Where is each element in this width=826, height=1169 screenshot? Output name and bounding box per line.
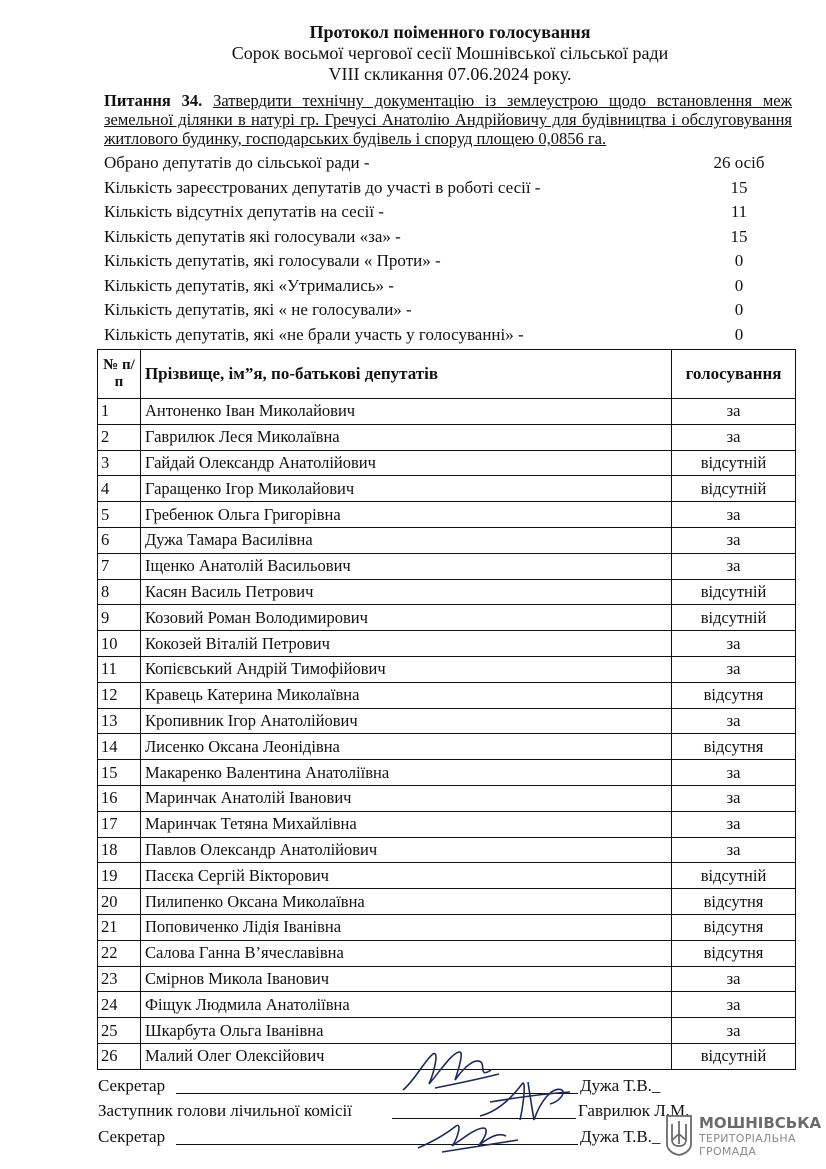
stat-label: Кількість депутатів які голосували «за» - — [104, 226, 401, 246]
vote-result: за — [672, 1018, 796, 1044]
table-row — [98, 450, 796, 476]
question-label: Питання 34. — [104, 91, 203, 110]
row-number: 23 — [98, 966, 141, 992]
row-number: 10 — [98, 631, 141, 657]
table-row — [98, 914, 796, 940]
table-row — [98, 734, 796, 760]
stat-value: 0 — [734, 251, 744, 270]
row-number: 6 — [98, 527, 141, 553]
table-row — [98, 940, 796, 966]
row-number: 20 — [98, 889, 141, 915]
stat-label: Кількість відсутніх депутатів на сесії - — [104, 202, 384, 221]
deputy-name: Маринчак Анатолій Іванович — [140, 785, 671, 811]
deputy-name: Фіщук Людмила Анатоліївна — [140, 992, 671, 1018]
deputy-name: Павлов Олександр Анатолійович — [140, 837, 671, 863]
deputy-name: Антоненко Іван Миколайович — [140, 399, 671, 425]
row-number: 1 — [98, 399, 141, 425]
row-number: 26 — [98, 1043, 141, 1069]
deputy-name: Козовий Роман Володимирович — [140, 605, 671, 631]
stat-value: 15 — [730, 226, 748, 246]
row-number: 18 — [98, 837, 141, 863]
vote-result: відсутній — [672, 579, 796, 605]
stat-value: 0 — [734, 300, 744, 319]
table-row — [98, 424, 796, 450]
deputy-name: Дужа Тамара Василівна — [140, 527, 671, 553]
signatory-name: Дужа Т.В._ — [580, 1076, 661, 1095]
vote-result: відсутній — [672, 605, 796, 631]
vote-result: за — [672, 502, 796, 528]
row-number: 24 — [98, 992, 141, 1018]
vote-result: відсутній — [672, 476, 796, 502]
stat-label: Кількість депутатів, які «Утримались» - — [104, 275, 394, 295]
row-number: 21 — [98, 914, 141, 940]
stat-value: 11 — [730, 202, 748, 221]
deputy-name: Гаращенко Ігор Миколайович — [140, 476, 671, 502]
row-number: 12 — [98, 682, 141, 708]
stat-row — [104, 250, 794, 275]
deputy-name: Малий Олег Олексійович — [140, 1043, 671, 1069]
deputy-name: Гаврилюк Леся Миколаївна — [140, 424, 671, 450]
deputy-name: Копієвський Андрій Тимофійович — [140, 656, 671, 682]
row-number: 25 — [98, 1018, 141, 1044]
vote-result: відсутня — [672, 682, 796, 708]
stat-label: Кількість депутатів, які « не голосували» - — [104, 300, 412, 319]
row-number: 3 — [98, 450, 141, 476]
deputy-name: Смірнов Микола Іванович — [140, 966, 671, 992]
row-number: 16 — [98, 785, 141, 811]
table-row — [98, 992, 796, 1018]
stat-row — [104, 201, 794, 226]
vote-result: за — [672, 399, 796, 425]
vote-result: відсутня — [672, 889, 796, 915]
table-row — [98, 682, 796, 708]
row-number: 8 — [98, 579, 141, 605]
signatory-role: Секретар — [98, 1127, 166, 1146]
deputy-name: Пилипенко Оксана Миколаївна — [140, 889, 671, 915]
vote-result: за — [672, 966, 796, 992]
vote-result: за — [672, 811, 796, 837]
stat-value: 0 — [734, 275, 744, 295]
vote-result: за — [672, 837, 796, 863]
trident-icon — [665, 1114, 693, 1156]
column-header-number-label: № п/п — [103, 357, 135, 390]
row-number: 11 — [98, 656, 141, 682]
table-row — [98, 785, 796, 811]
question-text: Затвердити технічну документацію із землеустрою щодо встановлення меж земельної ділянки в натурі гр. Гречусі Анатолію Андрійовичу для будівництва і обслуговування житлового будинку, господарських будівель і споруд площею 0,0856 га. — [104, 91, 793, 148]
stat-label: Кількість зареєстрованих депутатів до участі в роботі сесії - — [104, 177, 541, 197]
vote-result: за — [672, 760, 796, 786]
signatory-role: Секретар — [98, 1076, 166, 1095]
column-header-name: Прізвище, ім”я, по-батькові депутатів — [140, 350, 671, 399]
stat-label: Кількість депутатів, які голосували « Проти» - — [104, 251, 441, 270]
table-row — [98, 631, 796, 657]
deputy-name: Макаренко Валентина Анатоліївна — [140, 760, 671, 786]
row-number: 14 — [98, 734, 141, 760]
vote-result: за — [672, 785, 796, 811]
table-row — [98, 708, 796, 734]
vote-result: відсутня — [672, 940, 796, 966]
vote-result: за — [672, 656, 796, 682]
question-block — [104, 91, 792, 148]
table-row — [98, 553, 796, 579]
row-number: 15 — [98, 760, 141, 786]
stat-row — [104, 152, 794, 177]
column-header-vote: голосування — [672, 350, 796, 399]
column-header-number — [98, 350, 141, 399]
table-row — [98, 399, 796, 425]
deputy-name: Кравець Катерина Миколаївна — [140, 682, 671, 708]
deputy-name: Шкарбута Ольга Іванівна — [140, 1018, 671, 1044]
deputy-name: Кропивник Ігор Анатолійович — [140, 708, 671, 734]
table-row — [98, 760, 796, 786]
row-number: 19 — [98, 863, 141, 889]
roll-call-table — [97, 349, 796, 1070]
stat-row — [104, 324, 794, 349]
deputy-name: Пасєка Сергій Вікторович — [140, 863, 671, 889]
deputy-name: Поповиченко Лідія Іванівна — [140, 914, 671, 940]
vote-result: відсутній — [672, 450, 796, 476]
vote-statistics — [104, 152, 794, 348]
row-number: 4 — [98, 476, 141, 502]
table-row — [98, 527, 796, 553]
row-number: 22 — [98, 940, 141, 966]
vote-result: відсутній — [672, 863, 796, 889]
table-row — [98, 579, 796, 605]
logo-text-name: МОШНІВСЬКА — [699, 1114, 822, 1132]
handwritten-signature-3 — [412, 1112, 522, 1158]
row-number: 13 — [98, 708, 141, 734]
stat-value: 15 — [730, 177, 748, 197]
signatory-name: Дужа Т.В._ — [580, 1127, 661, 1146]
document-title: Протокол поіменного голосування — [309, 22, 591, 42]
table-row — [98, 502, 796, 528]
vote-result: за — [672, 527, 796, 553]
vote-result: за — [672, 553, 796, 579]
table-row — [98, 656, 796, 682]
stat-row — [104, 226, 794, 251]
deputy-name: Гребенюк Ольга Григорівна — [140, 502, 671, 528]
deputy-name: Маринчак Тетяна Михайлівна — [140, 811, 671, 837]
vote-result: відсутня — [672, 914, 796, 940]
deputy-name: Кокозей Віталій Петрович — [140, 631, 671, 657]
signatory-name: Гаврилюк Л.М. — [578, 1101, 690, 1120]
vote-result: за — [672, 708, 796, 734]
table-header-row — [98, 350, 796, 399]
logo-text-community: ГРОМАДА — [699, 1145, 757, 1158]
community-logo — [665, 1112, 822, 1164]
table-row — [98, 811, 796, 837]
stat-row — [104, 299, 794, 324]
row-number: 5 — [98, 502, 141, 528]
table-row — [98, 837, 796, 863]
stat-row — [104, 177, 794, 202]
deputy-name: Гайдай Олександр Анатолійович — [140, 450, 671, 476]
document-subtitle-date: VIII скликання 07.06.2024 року. — [328, 64, 572, 84]
vote-result: за — [672, 424, 796, 450]
deputy-name: Салова Ганна В’ячеславівна — [140, 940, 671, 966]
row-number: 2 — [98, 424, 141, 450]
deputy-name: Іщенко Анатолій Васильович — [140, 553, 671, 579]
deputy-name: Касян Василь Петрович — [140, 579, 671, 605]
stat-label: Кількість депутатів, які «не брали участь у голосуванні» - — [104, 324, 524, 344]
table-row — [98, 476, 796, 502]
deputy-name: Лисенко Оксана Леонідівна — [140, 734, 671, 760]
table-row — [98, 966, 796, 992]
logo-text-territorial: ТЕРИТОРІАЛЬНА — [699, 1132, 796, 1145]
row-number: 9 — [98, 605, 141, 631]
vote-result: відсутній — [672, 1043, 796, 1069]
stat-value: 0 — [734, 324, 744, 344]
stat-label: Обрано депутатів до сільської ради - — [104, 153, 370, 172]
stat-row — [104, 275, 794, 300]
signatory-role: Заступник голови лічильної комісії — [98, 1101, 353, 1120]
row-number: 7 — [98, 553, 141, 579]
vote-result: відсутня — [672, 734, 796, 760]
row-number: 17 — [98, 811, 141, 837]
vote-result: за — [672, 631, 796, 657]
vote-result: за — [672, 992, 796, 1018]
table-row — [98, 863, 796, 889]
table-row — [98, 605, 796, 631]
table-row — [98, 889, 796, 915]
stat-value: 26 осіб — [713, 153, 765, 172]
document-subtitle-session: Сорок восьмої чергової сесії Мошнівської сільської ради — [231, 43, 669, 63]
